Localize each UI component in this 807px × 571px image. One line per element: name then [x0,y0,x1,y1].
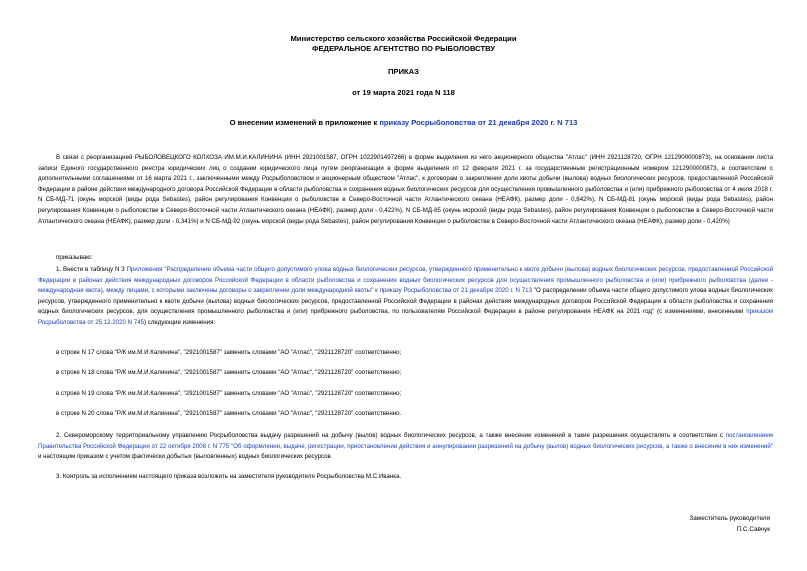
item-2-paragraph [38,431,773,464]
document-title [0,118,807,127]
list-item: в строке N 19 слова "Р/К им.М.И.Калинина", "2921001587" заменить словами "АО "Атлас", "2921128720" соответственно; [56,390,402,397]
title-text: О внесении изменений в приложение к [229,118,380,127]
signature-name: П.С.Савчук [736,526,770,533]
doc-type-heading: ПРИКАЗ [388,67,419,76]
item-2-end: и настоящим приказом с учетом фактически добытых (выловленных) водных биологических ресурсов. [38,453,333,461]
order-word: приказываю: [56,254,93,261]
item-3-paragraph: 3. Контроль за исполнением настоящего приказа возложить на заместителя руководителя Росрыболовства М.С.Иванка. [56,473,402,480]
item-2-start: 2. Североморскому территориальному управлению Росрыболовства выдачу разрешений на добычу (вылов) водных биологических ресурсов, а также внесение изменений в такие разрешения осуществлять в соответствии с [56,432,726,439]
date-number-heading: от 19 марта 2021 года N 118 [352,88,455,97]
order-745-link[interactable]: приказом Росрыболовства от 25.12.2020 N 745 [38,308,773,326]
item-1-paragraph [38,265,773,340]
item-1-start: 1. Внести в таблицу N 3 [56,266,127,273]
list-item: в строке N 17 слова "Р/К им.М.И.Калинина", "2921001587" заменить словами "АО "Атлас", "2921128720" соответственно; [56,349,402,356]
item-1-end: ) следующие изменения: [144,318,216,326]
signature-position: Заместитель руководителя [689,515,770,522]
preamble-text: В связи с реорганизацией РЫБОЛОВЕЦКОГО КОЛХОЗА ИМ.М.И.КАЛИНИНА (ИНН 2921001587, ОГРН 1022901497266) в форме выделения из него акционерного общества "Атлас" (ИНН 2921128720, ОГРН 1212900000873), на основании листа записи Единого государственного реестра юридических лиц о создании юридического лица путем реорганизации в форме выделения от 12 февраля 2021 г. за государственным регистрационным номером 1212900000873, в соответствии с дополнительными соглашениями от 16 марта 2021 г., заключенными между Росрыболовством и акционерным обществом "Атлас", к договорам о закреплении доли квоты добычи (вылова) водных биологических ресурсов, предоставленной Российской Федерации в районе действия международного договора Российской Федерации в области рыболовства и сохранения водных биологических ресурсов для осуществления промышленного рыболовства и (или) прибрежного рыболовства от 4 июля 2018 г. N СБ-МД-71 (окунь морской (виды рода Sebastes), район регулирования Конвенции о рыболовстве в Северо-Восточной части Атлантического океана (НЕАФК), размер доли - 0,842%), N СБ-МД-81 (окунь морской (виды рода Sebastes), район регулирования Конвенции о рыболовстве в Северо-Восточной части Атлантического океана (НЕАФК), размер доли - 0,422%), N СБ-МД-85 (окунь морской (виды рода Sebastes), район регулирования Конвенции о рыболовстве в Северо-Восточной части Атлантического океана (НЕАФК), размер доли - 0,341%) и N СБ-МД-92 (окунь морской (виды рода Sebastes), район регулирования Конвенции о рыболовстве в Северо-Восточной части Атлантического океана (НЕАФК), размер доли - 0,420%) [38,154,773,225]
resolution-775-link[interactable]: постановлением Правительства Российской Федерации от 22 октября 2008 г. N 775 "Об оформлении, выдаче, регистрации, приостановлении действия и аннулировании разрешений на добычу (вылов) водных биологических ресурсов, а также о внесении в них изменений" [38,432,773,450]
agency-heading: ФЕДЕРАЛЬНОЕ АГЕНТСТВО ПО РЫБОЛОВСТВУ [312,44,495,53]
ministry-heading: Министерство сельского хозяйства Российской Федерации [290,34,517,43]
preamble-paragraph [38,153,773,249]
list-item: в строке N 20 слова "Р/К им.М.И.Калинина", "2921001587" заменить словами "АО "Атлас", "2921128720" соответственно. [56,410,402,417]
appendix-link[interactable]: Приложения "Распределение объема части общего допустимого улова водных биологических ресурсов, утвержденного применительно к квоте добычи (вылова) водных биологических ресурсов, предоставленной Российской Федерации в районах действия международных договоров Российской Федерации в области рыболовства и сохранения водных биологических ресурсов для осуществления промышленного рыболовства и (или) прибрежного рыболовства (далее - международная квота), между лицами, с которыми заключены договоры о закреплении доли международной квоты" к приказу Росрыболовства от 21 декабря 2020 г. N 713 [38,266,773,295]
item-1-mid: "О распределении объема части общего допустимого улова водных биологических ресурсов, утвержденного применительно к квоте добычи (вылова) водных биологических ресурсов, предоставленной Российской Федерации в районах действия международных договоров Российской Федерации в области рыболовства и сохранения водных биологических ресурсов, для осуществления промышленного рыболовства и (или) прибрежного рыболовства, по пользователям Российской Федерации в районе регулирования НЕАФК на 2021 год" (с изменениями, внесенными [38,287,773,316]
title-order-link[interactable]: приказу Росрыболовства от 21 декабря 2020 г. N 713 [379,118,578,127]
list-item: в строке N 18 слова "Р/К им.М.И.Калинина", "2921001587" заменить словами "АО "Атлас", "2921128720" соответственно; [56,369,402,376]
